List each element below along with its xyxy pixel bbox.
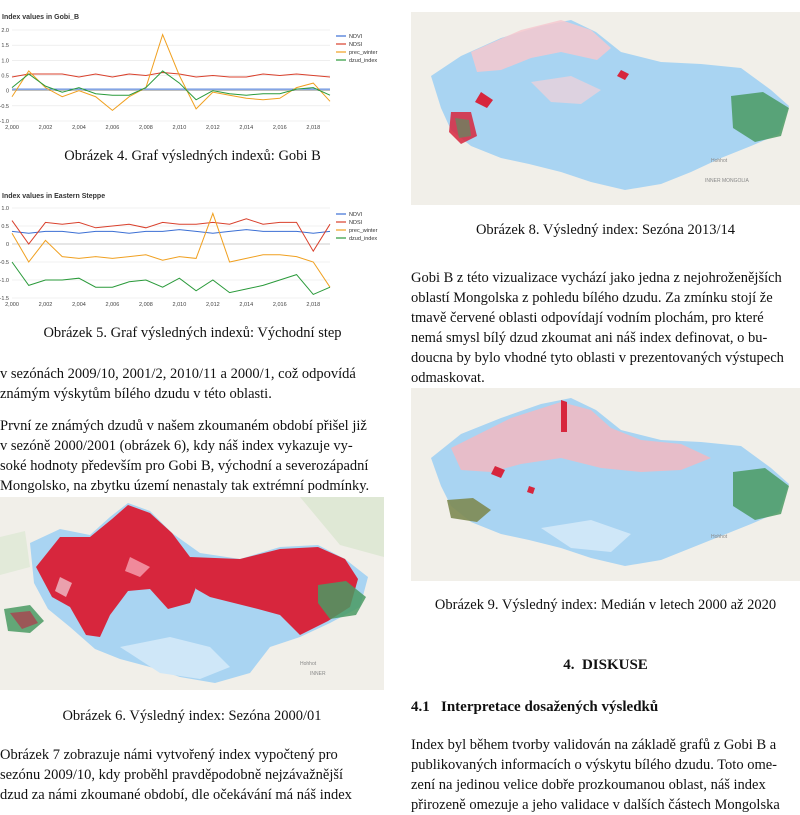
svg-text:Hohhot: Hohhot xyxy=(300,661,317,667)
text-line: První ze známých dzudů v našem zkoumaném období přišel již xyxy=(0,418,367,434)
x-tick-label: 2,010 xyxy=(172,302,187,308)
map-figure-6 xyxy=(0,497,384,690)
x-tick-label: 2,000 xyxy=(5,302,19,308)
legend-label: NDVI xyxy=(349,212,363,218)
series-line-NDVI xyxy=(12,230,330,234)
map-2000-01 xyxy=(0,497,384,690)
map-median-2000-2020 xyxy=(411,388,800,581)
x-tick-label: 2,006 xyxy=(105,302,120,308)
y-tick-label: 1.0 xyxy=(1,206,9,212)
svg-text:INNER MONGOLIA: INNER MONGOLIA xyxy=(705,178,749,184)
text-line: dzud za námi zkoumané období, dle očekávání má náš index xyxy=(0,787,352,803)
x-tick-label: 2,018 xyxy=(306,302,321,308)
left-paragraph-3 xyxy=(0,745,384,805)
text-line: Mongolsko, na zbytku území nenastaly tak extrémní podmínky. xyxy=(0,478,370,494)
subsection-title: Interpretace dosažených výsledků xyxy=(441,699,659,715)
section-heading xyxy=(411,657,800,674)
legend-label: NDSI xyxy=(349,220,363,226)
text-line: Obrázek 7 zobrazuje námi vytvořený index vypočtený pro xyxy=(0,747,338,763)
chart-eastern-steppe xyxy=(0,188,385,306)
text-line: Index byl během tvorby validován na základě grafů z Gobi B a xyxy=(411,737,777,753)
text-line: oblastí Mongolska z pohledu bílého dzudu. Za zmínku stojí že xyxy=(411,290,773,306)
series-line-NDSI xyxy=(12,219,330,251)
right-paragraph-2 xyxy=(411,735,800,815)
text-line: tmavě červené oblasti odpovídají vodním plochám, pro které xyxy=(411,310,764,326)
series-line-prec_winter xyxy=(12,213,330,287)
y-tick-label: 0 xyxy=(5,88,9,95)
x-tick-label: 2,004 xyxy=(72,302,86,308)
figure-6-caption: Obrázek 6. Výsledný index: Sezóna 2000/01 xyxy=(62,708,322,724)
y-tick-label: 1.0 xyxy=(1,58,9,65)
text-line: v sezóně 2000/2001 (obrázek 6), kdy náš index vykazuje vy- xyxy=(0,438,353,454)
y-tick-label: -1.0 xyxy=(0,119,9,125)
y-tick-label: 2.0 xyxy=(1,28,9,34)
legend-label: dzud_index xyxy=(349,236,378,242)
legend-label: NDSI xyxy=(349,42,363,48)
text-line: v sezónách 2009/10, 2001/2, 2010/11 a 2000/1, což odpovídá xyxy=(0,366,356,382)
x-tick-label: 2,004 xyxy=(72,125,86,131)
y-tick-label: 0.5 xyxy=(1,224,9,230)
map-figure-8 xyxy=(411,12,800,205)
y-tick-label: 0.5 xyxy=(1,73,9,80)
text-line: přirozeně omezuje a jeho validace v dalších částech Mongolska xyxy=(411,797,780,813)
section-number: 4. xyxy=(563,657,575,673)
legend-label: NDVI xyxy=(349,34,363,40)
y-tick-label: -1.5 xyxy=(0,296,9,302)
right-paragraph-1 xyxy=(411,268,800,388)
text-line: soké hodnoty především pro Gobi B, východní a severozápadní xyxy=(0,458,369,474)
x-tick-label: 2,018 xyxy=(306,125,321,131)
text-line: nemá smysl bílý dzud zkoumat ani náš index definovat, o bu- xyxy=(411,330,768,346)
legend-label: prec_winter xyxy=(349,50,378,56)
left-paragraph-1 xyxy=(0,364,384,404)
text-line: zení na jedinou velice dobře prozkoumanou oblast, náš index xyxy=(411,777,766,793)
x-tick-label: 2,016 xyxy=(272,302,287,308)
svg-text:Hohhot: Hohhot xyxy=(711,534,728,540)
chart-title: Index values in Gobi_B xyxy=(2,14,80,21)
map-2013-14 xyxy=(411,12,800,205)
y-tick-label: 1.5 xyxy=(1,43,9,50)
series-line-prec_winter xyxy=(12,35,330,111)
text-line: Gobi B z této vizualizace vychází jako jedna z nejohroženějších xyxy=(411,270,782,286)
svg-text:INNER: INNER xyxy=(310,671,326,677)
y-tick-label: -1.0 xyxy=(0,278,9,284)
legend-label: prec_winter xyxy=(349,228,378,234)
svg-text:Hohhot: Hohhot xyxy=(711,158,728,164)
x-tick-label: 2,002 xyxy=(38,125,53,131)
figure-8-caption: Obrázek 8. Výsledný index: Sezóna 2013/14 xyxy=(475,222,736,238)
x-tick-label: 2,012 xyxy=(205,125,220,131)
x-tick-label: 2,014 xyxy=(239,302,254,308)
subsection-heading xyxy=(411,699,658,716)
x-tick-label: 2,012 xyxy=(205,302,220,308)
text-line: odmaskovat. xyxy=(411,370,485,386)
chart-gobi-b xyxy=(0,8,385,136)
figure-4-caption: Obrázek 4. Graf výsledných indexů: Gobi B xyxy=(64,148,321,164)
figure-5-caption: Obrázek 5. Graf výsledných indexů: Východní step xyxy=(43,325,342,341)
x-tick-label: 2,008 xyxy=(139,302,153,308)
x-tick-label: 2,002 xyxy=(38,302,53,308)
left-paragraph-2 xyxy=(0,416,384,496)
chart-title: Index values in Eastern Steppe xyxy=(2,193,106,200)
series-line-dzud_index xyxy=(12,262,330,294)
y-tick-label: 0 xyxy=(5,242,9,248)
series-line-NDSI xyxy=(12,72,330,77)
text-line: doucna by bylo vhodné tyto oblasti v prezentovaných výstupech xyxy=(411,350,784,366)
chart-gobi-b-svg xyxy=(0,8,385,136)
y-tick-label: -0.5 xyxy=(0,103,9,110)
subsection-number: 4.1 xyxy=(411,699,430,715)
text-line: sezónu 2009/10, kdy proběhl pravděpodobně nejzávažnější xyxy=(0,767,344,783)
section-title: DISKUSE xyxy=(581,657,648,673)
text-line: známým výskytům bílého dzudu v této oblasti. xyxy=(0,386,272,402)
legend-label: dzud_index xyxy=(349,58,378,64)
text-line: publikovaných informacích o výskytu bílého dzudu. Toto ome- xyxy=(411,757,777,773)
figure-9-caption: Obrázek 9. Výsledný index: Medián v letech 2000 až 2020 xyxy=(434,597,777,613)
x-tick-label: 2,010 xyxy=(172,125,187,131)
x-tick-label: 2,000 xyxy=(5,125,19,131)
x-tick-label: 2,016 xyxy=(272,125,287,131)
map-figure-9 xyxy=(411,388,800,581)
chart-eastern-steppe-svg xyxy=(0,188,385,306)
x-tick-label: 2,006 xyxy=(105,125,120,131)
x-tick-label: 2,014 xyxy=(239,125,254,131)
x-tick-label: 2,008 xyxy=(139,125,153,131)
y-tick-label: -0.5 xyxy=(0,260,9,266)
